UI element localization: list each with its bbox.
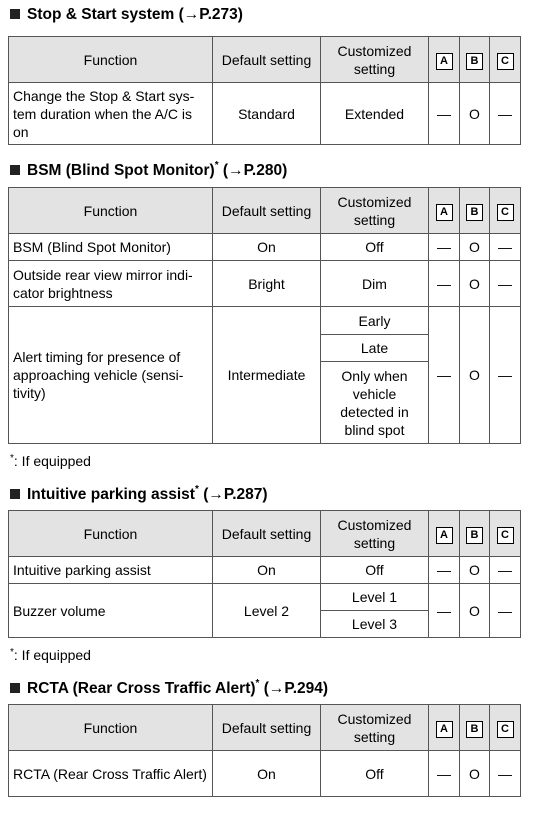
section-title-parking-assist [10,481,268,504]
asterisk-mark: * [214,160,219,171]
header-b [460,37,490,83]
cell-a: — [429,261,460,307]
table-header-row [9,37,521,83]
table-row [9,751,521,797]
header-custom-line2: setting [353,728,396,745]
header-a [429,705,460,751]
table-row [9,307,521,335]
footnote [10,451,91,469]
header-function: Function [9,705,213,751]
table-row [9,234,521,261]
default-cell: Intermediate [213,307,321,444]
cell-a: — [429,584,460,638]
header-a [429,188,460,234]
box-c-icon: C [497,721,514,738]
default-cell: Bright [213,261,321,307]
header-default: Default setting [213,188,321,234]
custom-cell: Off [321,557,429,584]
section-title-text: Stop & Start system [27,6,175,23]
stop-start-table [8,36,521,145]
header-a [429,37,460,83]
header-custom-line2: setting [353,60,396,77]
custom-cell: Dim [321,261,429,307]
header-a [429,511,460,557]
cell-c: — [490,261,521,307]
cell-c: — [490,584,521,638]
table-row [9,557,521,584]
header-default: Default setting [213,511,321,557]
box-a-icon: A [436,53,453,70]
header-custom-line1: Customized [337,516,412,533]
header-c [490,511,521,557]
custom-cell: Level 3 [321,611,429,638]
box-a-icon: A [436,527,453,544]
box-a-icon: A [436,204,453,221]
cell-b: O [460,83,490,145]
section-title-rcta [10,675,328,698]
function-cell: Intuitive parking assist [9,557,213,584]
bsm-table [8,187,521,444]
box-b-icon: B [466,204,483,221]
footnote [10,645,91,663]
function-cell: Buzzer volume [9,584,213,638]
custom-cell: Only when vehicle detected in blind spot [321,362,429,444]
cell-a: — [429,307,460,444]
cell-a: — [429,234,460,261]
header-custom [321,37,429,83]
header-custom-line2: setting [353,534,396,551]
custom-cell: Off [321,751,429,797]
cell-c: — [490,83,521,145]
header-c [490,188,521,234]
box-b-icon: B [466,53,483,70]
section-title-stop-start [10,6,243,24]
header-custom-line2: setting [353,211,396,228]
header-b [460,705,490,751]
table-row [9,584,521,611]
header-default: Default setting [213,37,321,83]
default-cell: On [213,751,321,797]
header-custom [321,188,429,234]
cell-b: O [460,584,490,638]
section-title-text: RCTA (Rear Cross Traffic Alert) [27,680,256,697]
header-b [460,188,490,234]
default-cell: On [213,557,321,584]
page-reference-link[interactable]: (→P.273) [178,6,243,23]
default-cell: Level 2 [213,584,321,638]
header-custom-line1: Customized [337,193,412,210]
page-reference-link[interactable]: (→P.287) [203,486,268,503]
cell-b: O [460,557,490,584]
function-cell: Change the Stop & Start sys- tem duration when the A/C is on [9,83,213,145]
square-bullet-icon [10,489,20,499]
box-b-icon: B [466,527,483,544]
asterisk-mark: * [255,678,260,689]
footnote-text: : If equipped [13,647,91,663]
footnote-asterisk: * [10,453,14,464]
default-cell: Standard [213,83,321,145]
table-header-row [9,705,521,751]
header-function: Function [9,511,213,557]
header-default: Default setting [213,705,321,751]
header-custom [321,705,429,751]
header-c [490,705,521,751]
cell-c: — [490,234,521,261]
section-title-text: BSM (Blind Spot Monitor) [27,162,215,179]
header-function: Function [9,188,213,234]
cell-a: — [429,557,460,584]
parking-assist-table [8,510,521,638]
cell-a: — [429,83,460,145]
cell-b: O [460,307,490,444]
cell-b: O [460,234,490,261]
box-a-icon: A [436,721,453,738]
rcta-table [8,704,521,797]
box-c-icon: C [497,53,514,70]
header-b [460,511,490,557]
table-row [9,261,521,307]
function-cell: Alert timing for presence of approaching vehicle (sensi- tivity) [9,307,213,444]
section-title-bsm [10,157,287,180]
function-cell: BSM (Blind Spot Monitor) [9,234,213,261]
footnote-asterisk: * [10,647,14,658]
asterisk-mark: * [194,484,199,495]
custom-cell: Early [321,307,429,335]
cell-a: — [429,751,460,797]
square-bullet-icon [10,165,20,175]
header-function: Function [9,37,213,83]
header-c [490,37,521,83]
custom-cell: Extended [321,83,429,145]
cell-c: — [490,557,521,584]
function-cell: Outside rear view mirror indi- cator brightness [9,261,213,307]
cell-c: — [490,751,521,797]
page-reference-link[interactable]: (→P.294) [263,680,329,697]
function-cell: RCTA (Rear Cross Traffic Alert) [9,751,213,797]
box-c-icon: C [497,204,514,221]
default-cell: On [213,234,321,261]
table-header-row [9,511,521,557]
cell-b: O [460,261,490,307]
header-custom-line1: Customized [337,710,412,727]
table-row [9,83,521,145]
footnote-text: : If equipped [13,453,91,469]
box-b-icon: B [466,721,483,738]
cell-b: O [460,751,490,797]
custom-cell: Late [321,335,429,362]
custom-cell: Off [321,234,429,261]
page-reference-link[interactable]: (→P.280) [222,162,288,179]
cell-c: — [490,307,521,444]
box-c-icon: C [497,527,514,544]
header-custom [321,511,429,557]
section-title-text: Intuitive parking assist [27,486,195,503]
table-header-row [9,188,521,234]
square-bullet-icon [10,9,20,19]
custom-cell: Level 1 [321,584,429,611]
square-bullet-icon [10,683,20,693]
header-custom-line1: Customized [337,42,412,59]
